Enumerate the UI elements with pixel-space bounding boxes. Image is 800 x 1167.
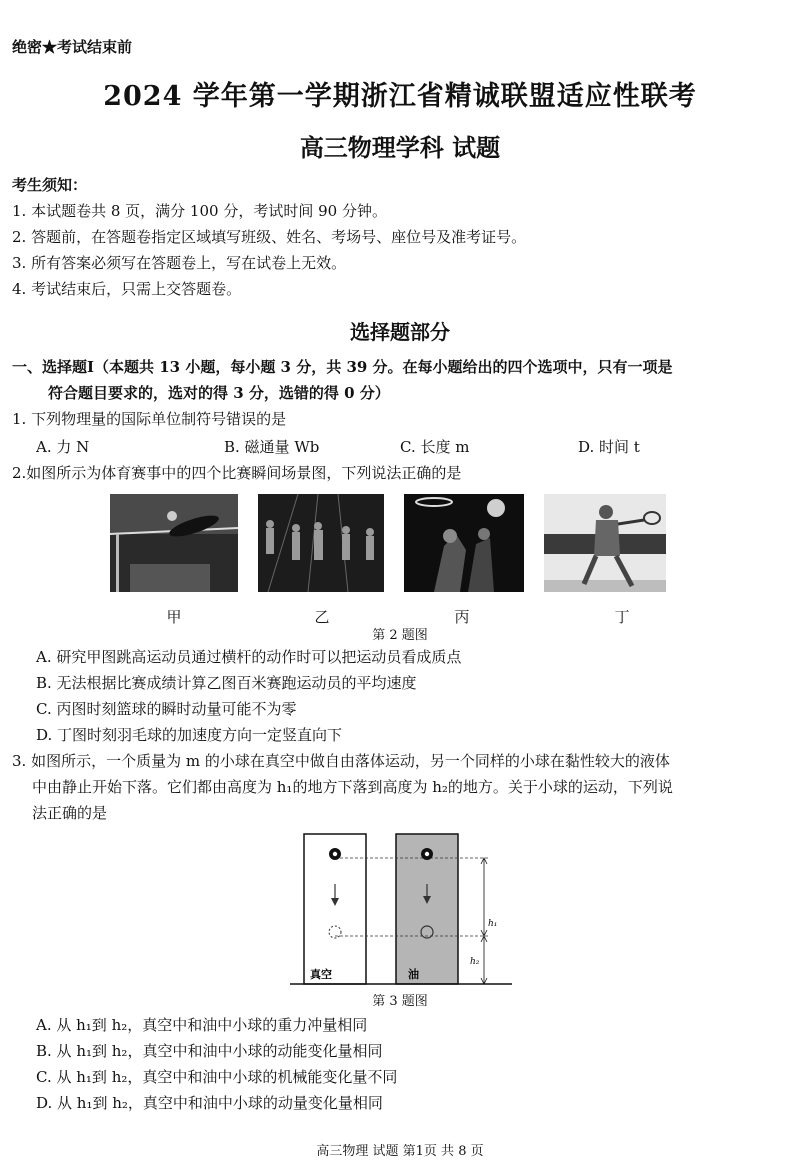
q2-option-c: C. 丙图时刻篮球的瞬时动量可能不为零	[36, 700, 297, 718]
notice-item: 4. 考试结束后，只需上交答题卷。	[12, 280, 242, 298]
part-instructions: 一、选择题Ⅰ（本题共 13 小题，每小题 3 分，共 39 分。在每小题给出的四个选项中，只有一项是	[12, 358, 673, 376]
q3-option-a: A. 从 h₁到 h₂，真空中和油中小球的重力冲量相同	[36, 1016, 368, 1034]
q3-option-d: D. 从 h₁到 h₂，真空中和油中小球的动量变化量相同	[36, 1094, 383, 1112]
notice-item: 3. 所有答案必须写在答题卷上，写在试卷上无效。	[12, 254, 347, 272]
question-3-stem-cont: 中由静止开始下落。它们都由高度为 h₁的地方下落到高度为 h₂的地方。关于小球的运动，下列说	[32, 778, 673, 796]
figure-caption-bing: 丙	[454, 608, 470, 626]
q3-option-b: B. 从 h₁到 h₂，真空中和油中小球的动能变化量相同	[36, 1042, 383, 1060]
question-2-stem: 2.如图所示为体育赛事中的四个比赛瞬间场景图，下列说法正确的是	[12, 464, 462, 482]
label-vacuum: 真空	[310, 968, 332, 981]
badminton-photo	[544, 494, 666, 592]
exam-title: 2024 学年第一学期浙江省精诚联盟适应性联考	[103, 81, 697, 112]
question-3-stem: 3. 如图所示，一个质量为 m 的小球在真空中做自由落体运动，另一个同样的小球在黏性较大的液体	[12, 752, 670, 770]
figure-caption-ding: 丁	[614, 608, 630, 626]
label-oil: 油	[408, 968, 419, 981]
high-jump-photo	[110, 494, 238, 592]
sprint-photo	[258, 494, 384, 592]
exam-subtitle: 高三物理学科 试题	[299, 133, 501, 162]
notice-item: 1. 本试题卷共 8 页，满分 100 分，考试时间 90 分钟。	[12, 202, 387, 220]
part-instructions-cont: 符合题目要求的，选对的得 3 分，选错的得 0 分）	[48, 384, 390, 402]
q1-option-b: B. 磁通量 Wb	[224, 438, 320, 456]
notice-heading: 考生须知：	[12, 176, 88, 194]
confidential-label: 绝密★考试结束前	[12, 38, 133, 56]
q1-option-c: C. 长度 m	[400, 438, 470, 456]
basketball-photo	[404, 494, 524, 592]
section-title: 选择题部分	[350, 320, 450, 344]
question-1-stem: 1. 下列物理量的国际单位制符号错误的是	[12, 410, 287, 428]
figure-caption-jia: 甲	[166, 608, 182, 626]
figure-3-caption: 第 3 题图	[372, 994, 428, 1009]
q1-option-d: D. 时间 t	[578, 438, 640, 456]
q2-option-b: B. 无法根据比赛成绩计算乙图百米赛跑运动员的平均速度	[36, 674, 417, 692]
q1-option-a: A. 力 N	[36, 438, 90, 456]
falling-ball-diagram	[290, 828, 520, 994]
q2-option-a: A. 研究甲图跳高运动员通过横杆的动作时可以把运动员看成质点	[36, 648, 462, 666]
label-h2: h₂	[470, 957, 480, 967]
q2-option-d: D. 丁图时刻羽毛球的加速度方向一定竖直向下	[36, 726, 343, 744]
question-3-stem-cont: 法正确的是	[32, 804, 108, 822]
q3-option-c: C. 从 h₁到 h₂，真空中和油中小球的机械能变化量不同	[36, 1068, 398, 1086]
figure-caption-yi: 乙	[314, 608, 330, 626]
label-h1: h₁	[488, 919, 498, 929]
notice-item: 2. 答题前，在答题卷指定区域填写班级、姓名、考场号、座位号及准考证号。	[12, 228, 527, 246]
figure-2-caption: 第 2 题图	[372, 628, 428, 643]
page-footer: 高三物理 试题 第1页 共 8 页	[316, 1144, 484, 1159]
